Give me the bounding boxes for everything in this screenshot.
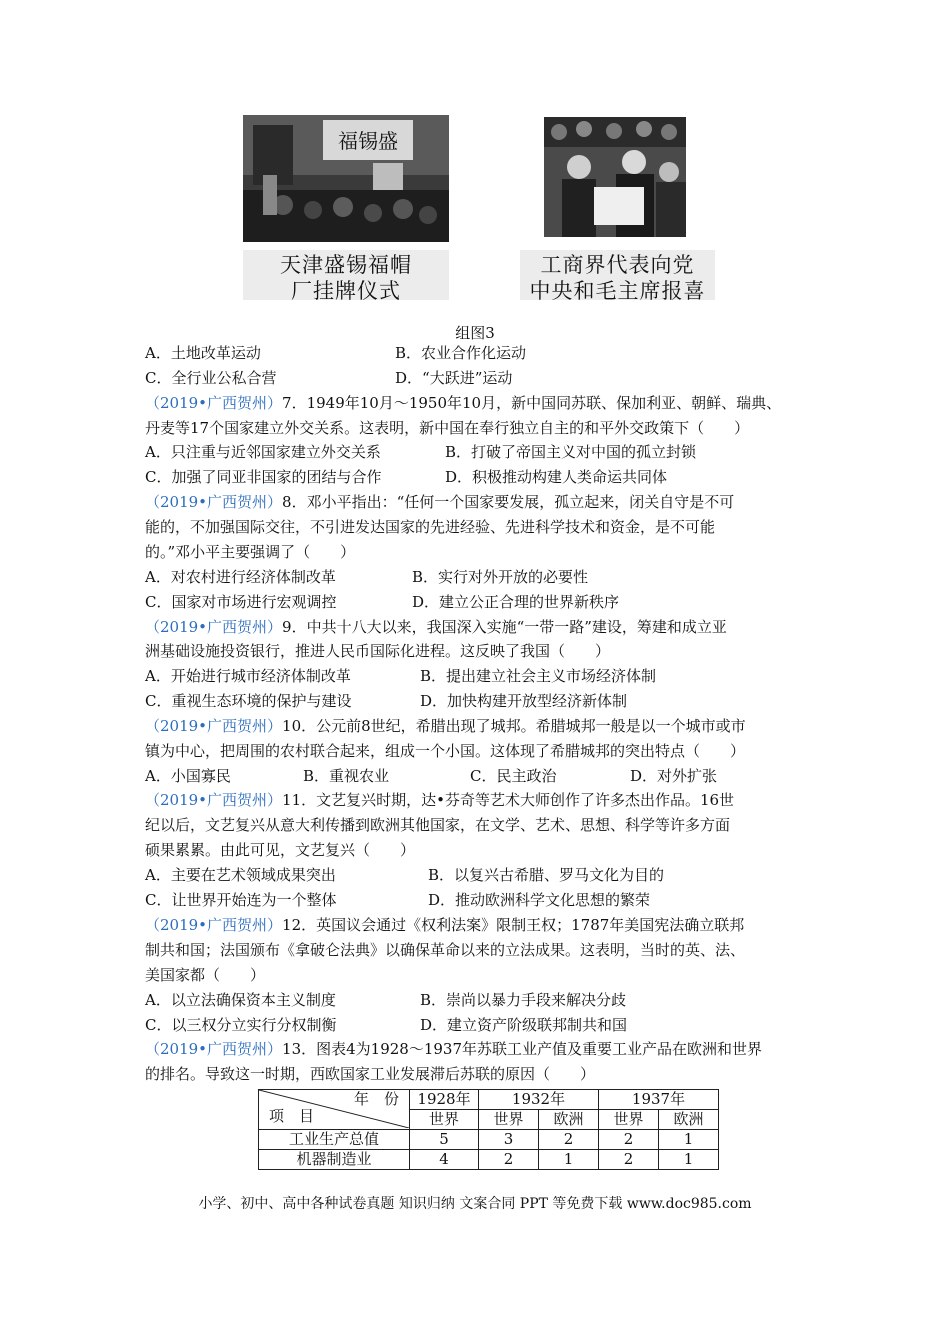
year-header: 1932年	[479, 1090, 599, 1110]
q9-option-d: D．加快构建开放型经济新体制	[420, 692, 628, 710]
page-footer: 小学、初中、高中各种试卷真题 知识归纳 文案合同 PPT 等免费下载 www.doc985.com	[198, 1196, 752, 1212]
q12-line-3: 美国家都（ ）	[145, 966, 266, 984]
q12-line-1	[145, 915, 744, 935]
table-cell: 1	[539, 1150, 599, 1170]
question-source: （2019•广西贺州）	[145, 916, 283, 934]
caption-line: 厂挂牌仪式	[291, 279, 401, 303]
q8-line-1	[145, 492, 734, 512]
tianjin-ceremony-photo	[243, 115, 449, 242]
q11-option-d: D．推动欧洲科学文化思想的繁荣	[428, 891, 651, 909]
question-source: （2019•广西贺州）	[145, 1040, 283, 1058]
q10-option-a: A．小国寡民	[145, 767, 231, 785]
q7-option-c: C．加强了同亚非国家的团结与合作	[145, 468, 382, 486]
q6-option-b: B．农业合作化运动	[395, 344, 527, 362]
table-row	[259, 1150, 719, 1170]
table-cell: 4	[410, 1150, 479, 1170]
q8-option-c: C．国家对市场进行宏观调控	[145, 593, 337, 611]
table-cell: 1	[659, 1130, 719, 1150]
scope-header: 世界	[410, 1110, 479, 1130]
table-row	[259, 1130, 719, 1150]
q11-line-2: 纪以后，文艺复兴从意大利传播到欧洲其他国家，在文学、艺术、思想、科学等许多方面	[145, 816, 731, 834]
q9-option-c: C．重视生态环境的保护与建设	[145, 692, 352, 710]
q6-option-c: C．全行业公私合营	[145, 369, 277, 387]
question-source: （2019•广西贺州）	[145, 791, 283, 809]
shop-sign-text: 福锡盛	[338, 129, 398, 153]
q8-option-d: D．建立公正合理的世界新秩序	[412, 593, 620, 611]
business-report-photo	[544, 117, 686, 237]
row-label: 机器制造业	[259, 1150, 410, 1170]
q8-option-b: B．实行对外开放的必要性	[412, 568, 589, 586]
q9-line-2: 洲基础设施投资银行，推进人民币国际化进程。这反映了我国（ ）	[145, 642, 611, 660]
q7-option-a: A．只注重与近邻国家建立外交关系	[145, 443, 381, 461]
q10-line-2: 镇为中心，把周围的农村联合起来，组成一个小国。这体现了希腊城邦的突出特点（ ）	[145, 742, 746, 760]
caption-line: 中央和毛主席报喜	[529, 279, 706, 303]
q11-option-a: A．主要在艺术领域成果突出	[145, 866, 336, 884]
table-cell: 5	[410, 1130, 479, 1150]
question-text: 7．1949年10月～1950年10月，新中国同苏联、保加利亚、朝鲜、瑞典、	[282, 394, 782, 412]
caption-line: 天津盛锡福帽	[280, 253, 412, 277]
corner-item-label: 项 目	[269, 1107, 315, 1125]
corner-year-label: 年 份	[353, 1090, 399, 1108]
q12-option-a: A．以立法确保资本主义制度	[145, 991, 336, 1009]
question-text: 8．邓小平指出：“任何一个国家要发展，孤立起来，闭关自守是不可	[282, 493, 735, 511]
q6-option-a: A．土地改革运动	[145, 344, 261, 362]
table-corner-cell	[259, 1090, 410, 1130]
question-source: （2019•广西贺州）	[145, 394, 283, 412]
scope-header: 世界	[479, 1110, 539, 1130]
q8-option-a: A．对农村进行经济体制改革	[145, 568, 336, 586]
scope-header: 世界	[599, 1110, 659, 1130]
year-header: 1928年	[410, 1090, 479, 1110]
q9-option-b: B．提出建立社会主义市场经济体制	[420, 667, 657, 685]
q7-line-1	[145, 393, 781, 413]
q10-option-d: D．对外扩张	[630, 767, 718, 785]
q11-option-c: C．让世界开始连为一个整体	[145, 891, 337, 909]
q13-line-1	[145, 1039, 762, 1059]
table-header-row	[259, 1090, 719, 1110]
year-header: 1937年	[599, 1090, 719, 1110]
q13-line-2: 的排名。导致这一时期，西欧国家工业发展滞后苏联的原因（ ）	[145, 1065, 596, 1083]
q12-line-2: 制共和国；法国颁布《拿破仑法典》以确保革命以来的立法成果。这表明，当时的英、法、	[145, 941, 746, 959]
question-source: （2019•广西贺州）	[145, 493, 283, 511]
q9-option-a: A．开始进行城市经济体制改革	[145, 667, 351, 685]
q12-option-b: B．崇尚以暴力手段来解决分歧	[420, 991, 627, 1009]
row-label: 工业生产总值	[259, 1130, 410, 1150]
table-cell: 2	[599, 1130, 659, 1150]
soviet-industry-table	[258, 1089, 719, 1170]
question-text: 9．中共十八大以来，我国深入实施“一带一路”建设，筹建和成立亚	[282, 618, 727, 636]
question-text: 10．公元前8世纪，希腊出现了城邦。希腊城邦一般是以一个城市或市	[282, 717, 746, 735]
question-text: 11．文艺复兴时期，达•芬奇等艺术大师创作了许多杰出作品。16世	[282, 791, 735, 809]
q7-option-b: B．打破了帝国主义对中国的孤立封锁	[445, 443, 697, 461]
question-source: （2019•广西贺州）	[145, 618, 283, 636]
tianjin-photo-caption	[243, 250, 449, 303]
table-cell: 2	[599, 1150, 659, 1170]
question-source: （2019•广西贺州）	[145, 717, 283, 735]
q8-line-2: 能的，不加强国际交往，不引进发达国家的先进经验、先进科学技术和资金，是不可能	[145, 518, 716, 536]
q7-line-2: 丹麦等17个国家建立外交关系。这表明，新中国在奉行独立自主的和平外交政策下（ ）	[145, 419, 750, 437]
question-text: 13．图表4为1928～1937年苏联工业产值及重要工业产品在欧洲和世界	[282, 1040, 763, 1058]
table-cell: 2	[479, 1150, 539, 1170]
figure-title: 组图3	[455, 324, 495, 342]
q11-line-1	[145, 790, 734, 810]
question-text: 12．英国议会通过《权利法案》限制王权；1787年美国宪法确立联邦	[282, 916, 745, 934]
business-photo-caption	[520, 250, 715, 303]
caption-line: 工商界代表向党	[540, 253, 695, 277]
q10-option-c: C．民主政治	[470, 767, 557, 785]
q12-option-d: D．建立资产阶级联邦制共和国	[420, 1016, 628, 1034]
q10-line-1	[145, 716, 746, 736]
q6-option-d: D．“大跃进”运动	[395, 369, 513, 387]
q11-line-3: 硕果累累。由此可见，文艺复兴（ ）	[145, 841, 416, 859]
q7-option-d: D．积极推动构建人类命运共同体	[445, 468, 668, 486]
q12-option-c: C．以三权分立实行分权制衡	[145, 1016, 337, 1034]
q11-option-b: B．以复兴古希腊、罗马文化为目的	[428, 866, 665, 884]
scope-header: 欧洲	[659, 1110, 719, 1130]
table-cell: 1	[659, 1150, 719, 1170]
table-cell: 3	[479, 1130, 539, 1150]
scope-header: 欧洲	[539, 1110, 599, 1130]
table-cell: 2	[539, 1130, 599, 1150]
q9-line-1	[145, 617, 727, 637]
q10-option-b: B．重视农业	[303, 767, 390, 785]
q8-line-3: 的。”邓小平主要强调了（ ）	[145, 543, 356, 561]
